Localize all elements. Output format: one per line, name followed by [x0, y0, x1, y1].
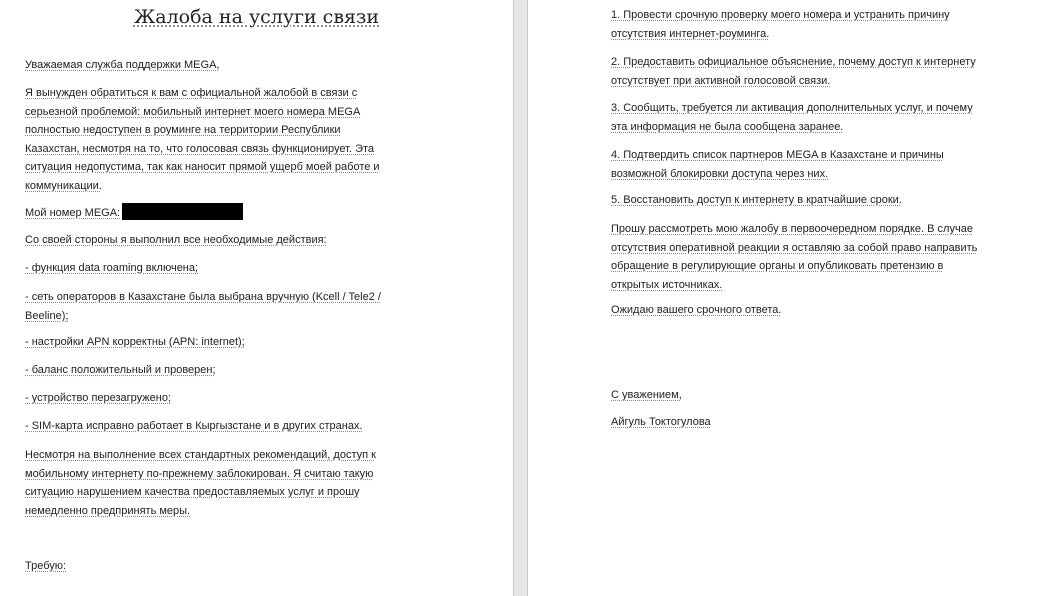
intro-paragraph: Я вынужден обратиться к вам с официальной жалобой в связи с серьезной проблемой: мобильный интернет моего номера MEGA полностью недоступен в роуминге на территории Республики Казахстан, несмотря на то, что голосовая связь функционирует. Эта ситуация недопустима, так как наносит прямой ущерб моей работе и коммуникации. [25, 87, 380, 192]
demand-item: 1. Провести срочную проверку моего номера и устранить причину отсутствия интернет-роуминга. [611, 9, 950, 40]
list-item: - настройки APN корректны (APN: internet); [25, 336, 245, 348]
demands-label: Требую: [25, 560, 67, 572]
awaiting-line: Ожидаю вашего срочного ответа. [611, 304, 782, 316]
demand-item: 4. Подтвердить список партнеров MEGA в Казахстане и причины возможной блокировки доступа через них. [611, 149, 944, 180]
redacted-number [122, 203, 243, 220]
request-paragraph: Прошу рассмотреть мою жалобу в первоочередном порядке. В случае отсутствия оперативной реакции я оставляю за собой право направить обращение в регулирующие органы и опубликовать претензию в открытых источниках. [611, 223, 978, 291]
demand-item: 2. Предоставить официальное объяснение, почему доступ к интернету отсутствует при активной голосовой связи. [611, 56, 976, 87]
closing: С уважением, [611, 389, 682, 401]
conclusion-paragraph: Несмотря на выполнение всех стандартных рекомендаций, доступ к мобильному интернету по-прежнему заблокирован. Я считаю такую ситуацию нарушением качества предоставляемых услуг и прошу немедленно предпринять меры. [25, 449, 376, 517]
demand-item: 5. Восстановить доступ к интернету в кратчайшие сроки. [611, 194, 902, 206]
actions-intro: Со своей стороны я выполнил все необходимые действия: [25, 234, 327, 246]
list-item: - функция data roaming включена; [25, 262, 199, 274]
demand-item: 3. Сообщить, требуется ли активация дополнительных услуг, и почему эта информация не была сообщена заранее. [611, 102, 973, 133]
list-item: - SIM-карта исправно работает в Кыргызстане и в других странах. [25, 420, 363, 432]
signature: Айгуль Токтогулова [611, 416, 711, 428]
list-item: - баланс положительный и проверен; [25, 364, 216, 376]
list-item: - сеть операторов в Казахстане была выбрана вручную (Kcell / Tele2 / Beeline); [25, 291, 381, 322]
document-page-1[interactable] [0, 0, 514, 596]
phone-number-line: Мой номер MEGA: [25, 203, 243, 223]
document-title: Жалоба на услуги связи [133, 6, 380, 28]
list-item: - устройство перезагружено; [25, 392, 172, 404]
greeting: Уважаемая служба поддержки MEGA, [25, 59, 220, 71]
document-page-2[interactable] [527, 0, 1038, 596]
